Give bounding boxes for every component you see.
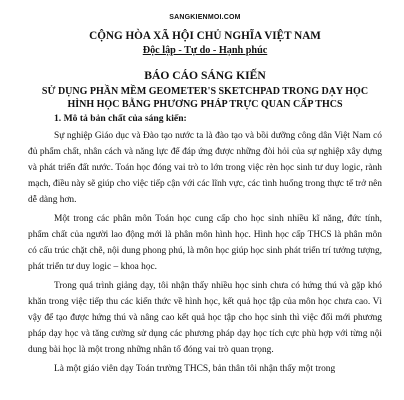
report-title: BÁO CÁO SÁNG KIẾN bbox=[144, 69, 266, 82]
site-watermark: SANGKIENMOI.COM bbox=[169, 14, 241, 21]
topic-title-line-1: SỬ DỤNG PHẦN MỀM GEOMETER'S SKETCHPAD TRONG DẠY HỌC bbox=[41, 86, 369, 97]
motto bbox=[28, 44, 382, 57]
paragraph-2: Một trong các phân môn Toán học cung cấp cho học sinh nhiều kĩ năng, đức tính, phẩm chất của người lao động mới là phân môn hình học. Hình học cấp THCS là phân môn có cấu trúc chặt chẽ, nội dung phong phú, là môn học giúp học sinh phát triển trí tưởng tượng, phát triển tư duy logic – khoa học. bbox=[28, 214, 382, 272]
section-heading: 1. Mô tả bản chất của sáng kiến: bbox=[54, 113, 187, 124]
motto-text: Độc lập - Tự do - Hạnh phúc bbox=[142, 45, 268, 56]
paragraph-3: Trong quá trình giảng dạy, tôi nhận thấy nhiều học sinh chưa có hứng thú và gặp khó khăn trong việc tiếp thu các kiến thức về hình học, kết quả học tập của môn học chưa cao. Vì vậy để tạo được hứng thú và nâng cao kết quả học tập cho học sinh thì việc đổi mới phương pháp dạy học và tăng cường sử dụng các phương pháp dạy học tích cực phù hợp với từng nội dung bài học là một trong những nhân tố đóng vai trò quan trọng. bbox=[28, 281, 382, 355]
paragraph-1: Sự nghiệp Giáo dục và Đào tạo nước ta là đào tạo và bồi dưỡng công dân Việt Nam có đủ phẩm chất, nhân cách và năng lực để đáp ứng được những đòi hỏi của sự nghiệp xây dựng và phát triển đất nước. Toán học đóng vai trò to lớn trong việc rèn học sinh tư duy logic, rành mạch, điều này sẽ giúp cho việc tiếp cận với các lĩnh vực, các tình huống trong thực tế trở nên dễ dàng hơn. bbox=[28, 131, 382, 205]
topic-title-line-2: HÌNH HỌC BẰNG PHƯƠNG PHÁP TRỰC QUAN CẤP THCS bbox=[67, 99, 343, 110]
paragraph-4: Là một giáo viên dạy Toán trường THCS, bản thân tôi nhận thấy một trong bbox=[54, 364, 336, 374]
nation-heading: CỘNG HÒA XÃ HỘI CHỦ NGHĨA VIỆT NAM bbox=[89, 30, 321, 42]
